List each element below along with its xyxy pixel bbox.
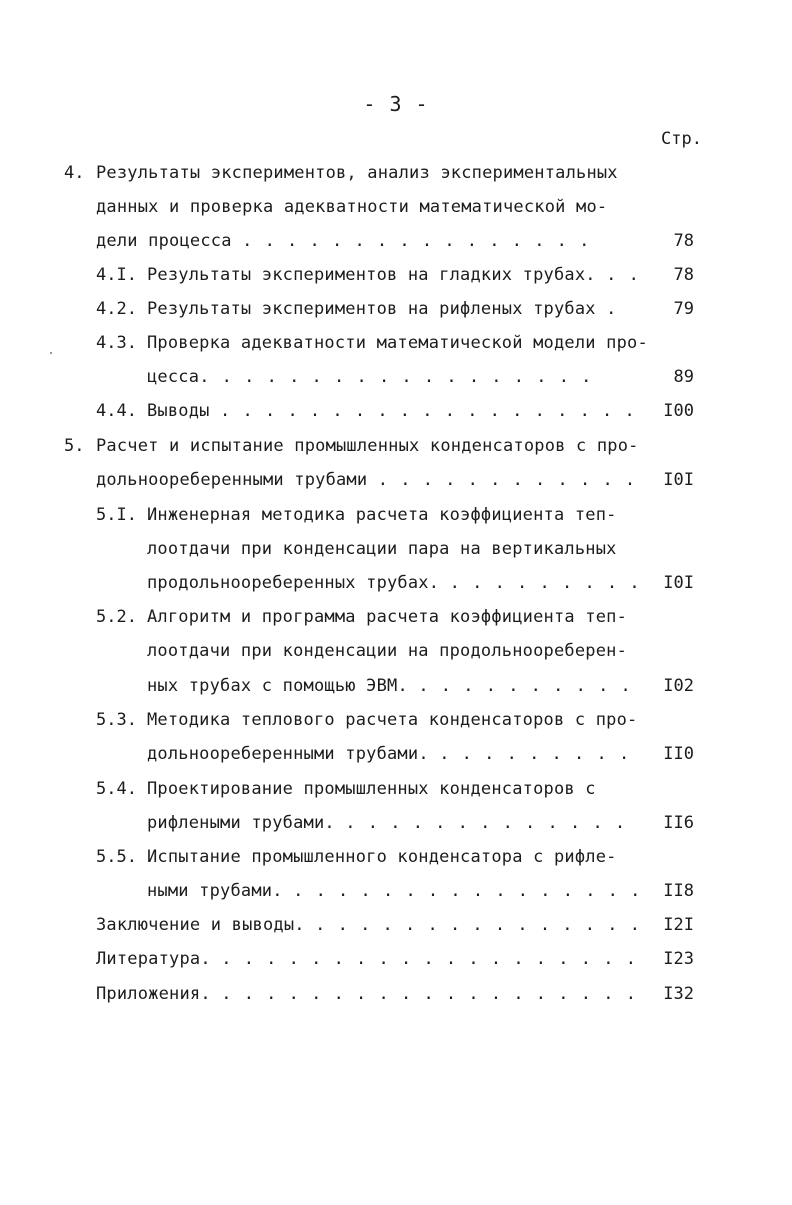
toc-entry-number: 4.3. <box>96 333 137 353</box>
toc-entry-page: II6 <box>663 813 694 833</box>
toc-entry-leader-dots: . . . . . . . . . . . . . . . . . . . <box>221 949 637 969</box>
toc-entry-title-line: Приложения. . . . . . . . . . . . . . . . . . . . <box>96 984 637 1004</box>
toc-entry-leader-dots: . . . . . . . . . . . . . . . . . . <box>199 367 593 387</box>
toc-entry-page: 89 <box>673 367 694 387</box>
toc-entry-title-line: дольноореберенными трубами. . . . . . . . . . <box>147 744 631 764</box>
toc-entry-number: 4.4. <box>96 401 137 421</box>
toc-entry-title-line: лоотдачи при конденсации на продольноореберен- <box>147 641 628 661</box>
toc-entry-page: 78 <box>673 265 694 285</box>
toc-entry-title: ными трубами <box>147 881 273 901</box>
toc-entry-number: 5.4. <box>96 779 137 799</box>
toc-entry-title-line <box>96 229 590 253</box>
toc-entry-title-line: продольноореберенных трубах. . . . . . . . . . <box>147 573 641 593</box>
toc-entry-number: 4.I. <box>96 265 137 285</box>
toc-entry-title-line: Алгоритм и программа расчета коэффициента теп- <box>147 607 628 627</box>
toc-entry-title: ных трубах с помощью ЭВМ <box>147 676 398 696</box>
toc-entry-title-line <box>147 399 636 423</box>
toc-entry-number: 5.5. <box>96 847 137 867</box>
toc-entry-title: Результаты экспериментов на рифленых трубах <box>147 299 596 319</box>
toc-entry-page: 79 <box>673 299 694 319</box>
page-number: - 3 - <box>363 92 429 116</box>
toc-entry-title-line: лоотдачи при конденсации пара на вертикальных <box>147 539 617 559</box>
toc-entry-page: I0I <box>663 573 694 593</box>
toc-entry-number: 5. <box>64 436 85 456</box>
toc-entry-leader-dots: . . . . . . . . . . . . . . . . <box>293 881 642 901</box>
toc-entry-leader-dots: . . . . . . . . . . . . . . . . . . . <box>220 401 636 421</box>
toc-entry-title-line: данных и проверка адекватности математической мо- <box>96 197 608 217</box>
toc-entry-leader-dots: . . . . . . . . . . . . . . . . <box>242 231 591 251</box>
page-column-label: Стр. <box>661 129 702 149</box>
toc-entry-title: дели процесса <box>96 231 232 251</box>
toc-entry-leader-dots: . . . . . . . . . <box>439 744 631 764</box>
toc-entry-page: I02 <box>663 676 694 696</box>
toc-entry-page: I2I <box>663 915 694 935</box>
toc-entry-title-line <box>96 468 636 492</box>
toc-entry-title: дольноореберенными трубами <box>96 470 368 490</box>
toc-entry-leader-dots: . . . . . . . . . . . . . . . <box>315 915 641 935</box>
toc-entry-leader-dots: . . . . . . . . . . <box>418 676 632 696</box>
toc-entry-leader-dots: . . <box>606 265 640 285</box>
toc-entry-title-line: Инженерная методика расчета коэффициента теп- <box>147 505 617 525</box>
toc-entry-page: I32 <box>663 984 694 1004</box>
toc-entry-title-line: рифлеными трубами. . . . . . . . . . . . . . <box>147 813 627 833</box>
toc-entry-title-line: Испытание промышленного конденсатора с рифле- <box>147 847 617 867</box>
toc-entry-page: I00 <box>663 401 694 421</box>
toc-entry-title-line: Литература. . . . . . . . . . . . . . . . . . . . <box>96 949 637 969</box>
scan-speck <box>50 352 52 354</box>
toc-entry-leader-dots: . . . . . . . . . . . . <box>377 470 637 490</box>
toc-entry-title: Приложения <box>96 984 201 1004</box>
toc-entry-title: Литература <box>96 949 201 969</box>
toc-entry-title: Выводы <box>147 401 210 421</box>
toc-entry-title-line: Проверка адекватности математической модели про- <box>147 333 648 353</box>
toc-entry-title-line: Расчет и испытание промышленных конденсаторов с про- <box>96 436 639 456</box>
toc-entry-leader-dots: . . . . . . . . . . . . . . . . . . . <box>221 984 637 1004</box>
toc-entry-number: 5.3. <box>96 710 137 730</box>
toc-entry-title: Заключение и выводы <box>96 915 295 935</box>
toc-entry-leader-dots: . . . . . . . . . . . . . <box>345 813 627 833</box>
toc-entry-title-line: Методика теплового расчета конденсаторов с про- <box>147 710 638 730</box>
toc-entry-title-line: Результаты экспериментов на гладких трубах. . . <box>147 265 640 285</box>
toc-entry-title: рифлеными трубами <box>147 813 325 833</box>
toc-entry-number: 4.2. <box>96 299 137 319</box>
toc-entry-title: продольноореберенных трубах <box>147 573 429 593</box>
toc-entry-title-line: Результаты экспериментов, анализ экспериментальных <box>96 163 618 183</box>
toc-entry-title-line: Проектирование промышленных конденсаторов с <box>147 779 596 799</box>
toc-entry-title: цесса <box>147 367 200 387</box>
toc-entry-title-line: ных трубах с помощью ЭВМ. . . . . . . . . . . <box>147 676 632 696</box>
toc-entry-title-line: Заключение и выводы. . . . . . . . . . . . . . . . <box>96 915 641 935</box>
toc-entry-title: Результаты экспериментов на гладких трубах <box>147 265 586 285</box>
toc-entry-leader-dots: . . . . . . . . . <box>449 573 641 593</box>
toc-entry-page: I23 <box>663 949 694 969</box>
toc-entry-title-line <box>147 297 617 321</box>
toc-entry-number: 5.2. <box>96 607 137 627</box>
toc-entry-title-line <box>147 365 592 389</box>
toc-entry-number: 5.I. <box>96 505 137 525</box>
toc-entry-page: I0I <box>663 470 694 490</box>
toc-entry-page: 78 <box>673 231 694 251</box>
toc-entry-leader-dots: . <box>606 299 618 319</box>
toc-entry-title-line: ными трубами. . . . . . . . . . . . . . . . . <box>147 881 642 901</box>
toc-entry-page: II8 <box>663 881 694 901</box>
toc-entry-page: II0 <box>663 744 694 764</box>
toc-entry-number: 4. <box>64 163 85 183</box>
toc-entry-title: дольноореберенными трубами <box>147 744 419 764</box>
